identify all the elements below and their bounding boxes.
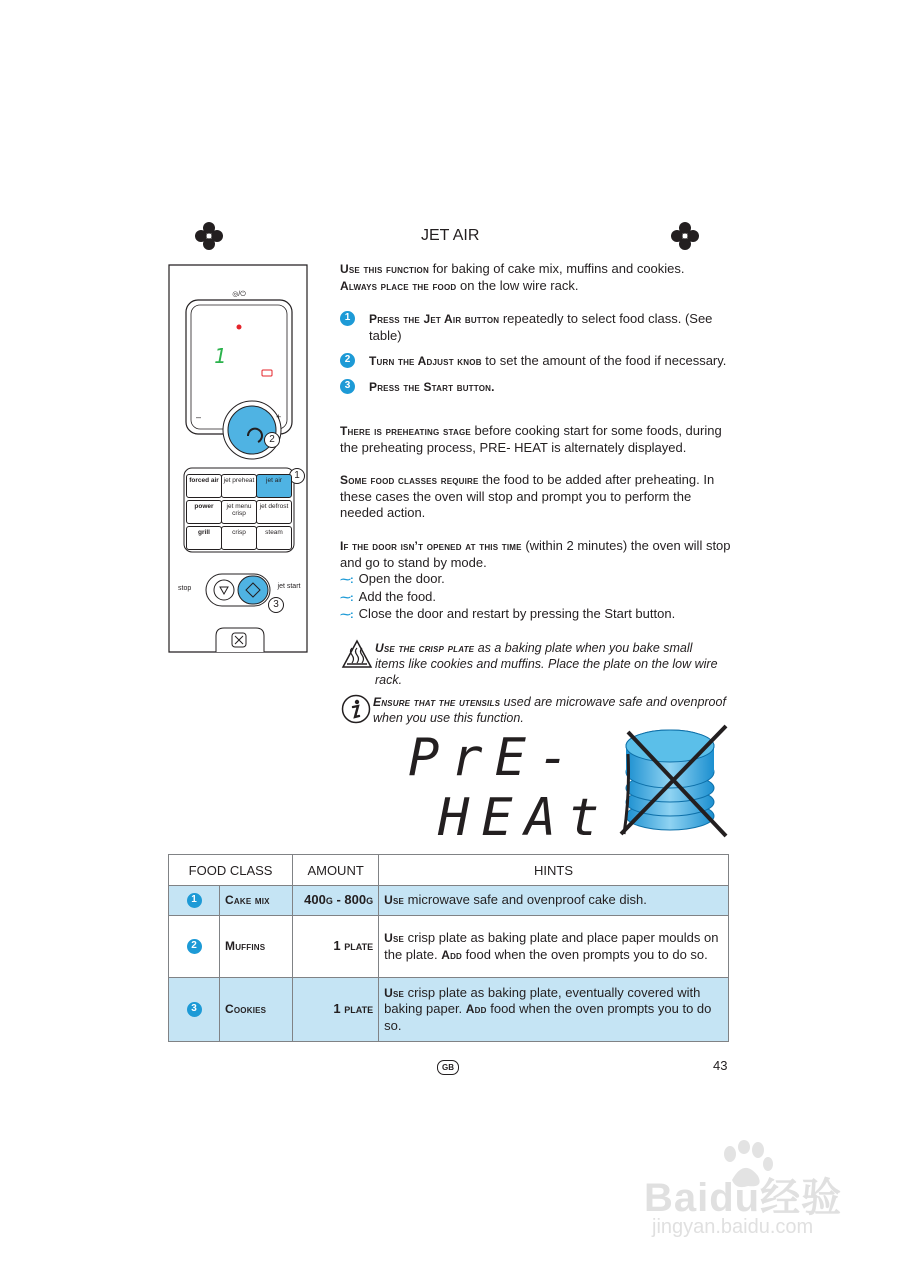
food-class-cell: Cookies xyxy=(220,978,293,1042)
step-item xyxy=(340,353,732,370)
hint-cell xyxy=(379,886,729,916)
key-label: grill xyxy=(198,529,210,536)
step-lead: Press the Start button. xyxy=(369,379,495,394)
key-grill[interactable] xyxy=(186,526,222,550)
key-steam[interactable] xyxy=(256,526,292,550)
start-button[interactable] xyxy=(238,576,268,604)
jet-start-label: jet start xyxy=(277,583,301,590)
preheat-display-line-2: HEAt xyxy=(438,788,612,848)
door-lead: If the door isn’t opened at this time xyxy=(340,539,522,553)
classes-lead: Some food classes require xyxy=(340,473,479,487)
intro-rest-2: on the low wire rack. xyxy=(456,277,579,293)
bullet-item xyxy=(340,589,732,607)
amount-cell: 400g - 800g xyxy=(293,886,379,916)
key-label: jet preheat xyxy=(223,477,255,484)
amount-cell: 1 plate xyxy=(293,978,379,1042)
bullet-icon: ⁓: xyxy=(340,574,353,586)
intro-lead-2: Always place the food xyxy=(340,278,457,293)
column-header-hints: HINTS xyxy=(379,855,729,886)
bullet-text: Open the door. xyxy=(358,571,445,586)
row-number-cell xyxy=(169,916,220,978)
bullet-icon: ⁓: xyxy=(340,591,353,604)
utensils-note-lead: Ensure that the utensils xyxy=(373,695,501,709)
svg-text:◎/⏻: ◎/⏻ xyxy=(232,291,246,298)
key-label: jet menu crisp xyxy=(226,503,252,517)
food-class-cell: Cake mix xyxy=(220,886,293,916)
hint-rest: crisp plate as baking plate, eventually covered with baking paper. xyxy=(384,984,701,1017)
language-badge: GB xyxy=(437,1060,459,1075)
column-header-food-class: FOOD CLASS xyxy=(169,855,293,886)
hint-lead-2: Add xyxy=(465,1002,487,1017)
key-power[interactable] xyxy=(186,500,222,524)
utensils-note xyxy=(373,694,728,726)
key-label: steam xyxy=(265,529,283,536)
step-text xyxy=(369,379,495,396)
hint-lead: Use xyxy=(384,893,405,908)
intro-line-2 xyxy=(340,278,730,295)
hint-rest-2: food when the oven prompts you to do so. xyxy=(462,946,708,962)
key-jet-air[interactable] xyxy=(256,474,292,498)
intro xyxy=(340,261,730,294)
hot-surface-warning-icon xyxy=(341,639,373,669)
no-stacked-dishes-icon xyxy=(618,724,730,838)
row-number-badge: 2 xyxy=(187,939,202,954)
key-label: power xyxy=(194,503,214,510)
food-classes-paragraph xyxy=(340,472,720,522)
hint-rest-2: food when the oven prompts you to do so. xyxy=(384,1001,712,1033)
amount-cell: 1 plate xyxy=(293,916,379,978)
callout-3: 3 xyxy=(268,597,284,613)
crisp-plate-note xyxy=(375,640,725,688)
step-number-badge: 3 xyxy=(340,379,355,394)
hint-rest: microwave safe and ovenproof cake dish. xyxy=(404,892,647,908)
intro-line-1 xyxy=(340,261,730,278)
bullet-text: Close the door and restart by pressing the Start button. xyxy=(358,606,676,621)
hint-lead: Use xyxy=(384,985,405,1000)
hint-cell xyxy=(379,916,729,978)
intro-rest-1: for baking of cake mix, muffins and cookies. xyxy=(428,261,685,276)
preheat-paragraph xyxy=(340,423,732,456)
watermark-url: jingyan.baidu.com xyxy=(652,1216,814,1238)
food-class-table xyxy=(168,854,729,1042)
step-item xyxy=(340,311,732,344)
stop-button[interactable] xyxy=(214,580,234,600)
step-text xyxy=(369,353,726,370)
preheat-display-line-1: PrE- xyxy=(408,728,582,788)
key-label: jet defrost xyxy=(259,503,289,510)
hint-rest: crisp plate as baking plate and place paper moulds on the plate. xyxy=(384,930,719,962)
row-number-badge: 1 xyxy=(187,893,202,908)
classes-rest: the food to be added after preheating. In these cases the oven will stop and prompt you to perform the needed action. xyxy=(340,472,715,520)
callout-1: 1 xyxy=(289,468,305,484)
door-text xyxy=(340,538,732,571)
step-lead: Turn the Adjust knob xyxy=(369,354,482,368)
bullet-item xyxy=(340,606,732,624)
door-rest: (within 2 minutes) the oven will stop and go to stand by mode. xyxy=(340,538,731,570)
stop-label: stop xyxy=(178,585,192,592)
step-rest: repeatedly to select food class. (See table) xyxy=(369,311,713,343)
step-number-badge: 2 xyxy=(340,353,355,368)
door-button[interactable] xyxy=(230,631,248,649)
row-number-cell xyxy=(169,978,220,1042)
step-text xyxy=(369,311,732,344)
table-row xyxy=(169,916,729,978)
bullet-icon: ⁓: xyxy=(340,609,353,621)
steps-list xyxy=(340,311,732,395)
callout-2: 2 xyxy=(264,432,280,448)
flower-icon-left xyxy=(194,221,224,251)
flower-icon-right xyxy=(670,221,700,251)
hint-lead-2: Add xyxy=(441,947,463,962)
key-jet-preheat[interactable] xyxy=(221,474,257,498)
crisp-note-lead: Use the crisp plate xyxy=(375,641,475,655)
row-number-cell xyxy=(169,886,220,916)
utensils-note-rest: used are microwave safe and ovenproof when you use this function. xyxy=(373,695,726,725)
key-label: jet air xyxy=(266,477,282,484)
key-forced-air[interactable] xyxy=(186,474,222,498)
page-title: JET AIR xyxy=(421,227,480,244)
preheat-rest: before cooking start for some foods, during the preheating process, PRE- HEAT is alternately displayed. xyxy=(340,423,722,455)
step-rest: to set the amount of the food if necessary. xyxy=(481,353,727,368)
step-number-badge: 1 xyxy=(340,311,355,326)
key-label: crisp xyxy=(232,529,246,536)
key-crisp[interactable] xyxy=(221,526,257,550)
bullet-item xyxy=(340,571,732,589)
plus-label: + xyxy=(276,412,282,422)
column-header-amount: AMOUNT xyxy=(293,855,379,886)
minus-label: – xyxy=(196,412,202,422)
step-lead: Press the Jet Air button xyxy=(369,312,500,326)
table-row xyxy=(169,886,729,916)
door-paragraph xyxy=(340,538,732,624)
table-row xyxy=(169,978,729,1042)
key-label: forced air xyxy=(189,477,219,484)
page-number: 43 xyxy=(713,1058,728,1073)
preheat-lead: There is preheating stage xyxy=(340,424,471,438)
hint-cell xyxy=(379,978,729,1042)
hint-lead: Use xyxy=(384,931,405,945)
info-icon xyxy=(341,694,371,724)
control-panel-illustration xyxy=(168,264,310,656)
food-class-cell: Muffins xyxy=(220,916,293,978)
intro-lead-1: Use this function xyxy=(340,262,429,276)
row-number-badge: 3 xyxy=(187,1002,202,1017)
key-jet-menu-crisp[interactable] xyxy=(221,500,257,524)
crisp-note-rest: as a baking plate when you bake small items like cookies and muffins. Place the plate on the low wire rack. xyxy=(375,641,718,687)
bullet-text: Add the food. xyxy=(358,588,437,604)
table-header-row xyxy=(169,855,729,886)
watermark-brand: Baidu经验 xyxy=(644,1176,843,1220)
step-item xyxy=(340,379,732,396)
key-jet-defrost[interactable] xyxy=(256,500,292,524)
display-digit: 1 xyxy=(214,344,227,368)
